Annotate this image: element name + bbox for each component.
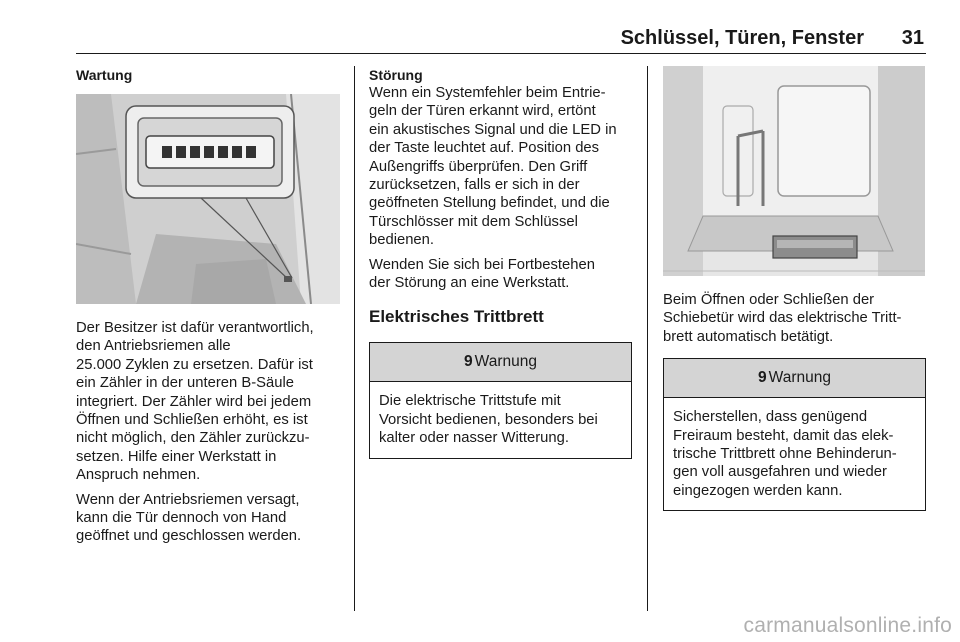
text-line: der Taste leuchtet auf. Position des (369, 140, 600, 157)
text-line: nicht möglich, den Zähler zurückzu- (76, 430, 310, 447)
column-divider-1 (354, 66, 355, 611)
text-line: der Störung an eine Werkstatt. (369, 275, 570, 292)
text-line: zurücksetzen, falls er sich in der (369, 177, 580, 194)
watermark: carmanualsonline.info (743, 614, 952, 637)
paragraph-owner-responsibility (76, 319, 342, 485)
column-malfunction (369, 66, 632, 459)
text-line: gen voll ausgefahren und wieder (673, 464, 887, 481)
text-line: 25.000 Zyklen zu ersetzen. Dafür ist (76, 356, 313, 373)
paragraph-automatic-step (663, 291, 926, 346)
step-illustration (663, 66, 925, 276)
paragraph-contact-workshop (369, 256, 632, 293)
text-line: Der Besitzer ist dafür verantwortlich, (76, 320, 314, 336)
heading-electric-step: Elektrisches Trittbrett (369, 307, 544, 327)
column-maintenance-text (76, 319, 342, 546)
text-line: Wenden Sie sich bei Fortbestehen (369, 256, 595, 273)
text-line: ein akustisches Signal und die LED in (369, 121, 617, 138)
text-line: Wenn ein Systemfehler beim Entrie- (369, 85, 606, 101)
text-line: kalter oder nasser Witterung. (379, 430, 569, 447)
text-line: den Antriebsriemen alle (76, 338, 231, 355)
text-line: Sicherstellen, dass genügend (673, 409, 868, 426)
text-line: setzen. Hilfe einer Werkstatt in (76, 448, 277, 465)
column-maintenance (76, 66, 342, 84)
text-line: integriert. Der Zähler wird bei jedem (76, 393, 312, 410)
counter-illustration (76, 94, 340, 304)
text-line: Freiraum besteht, damit das elek- (673, 427, 894, 444)
paragraph-belt-failure (76, 491, 342, 546)
warning-label: Warnung (768, 369, 831, 387)
page-number: 31 (901, 27, 924, 49)
figure-belt-counter (76, 94, 340, 304)
text-line: Vorsicht bedienen, besonders bei (379, 411, 598, 428)
warning-box-step-caution (369, 342, 632, 458)
warning-box-clearance (663, 358, 926, 511)
text-line: Die elektrische Trittstufe mit (379, 393, 561, 410)
heading-malfunction: Störung (369, 67, 423, 83)
text-line: Beim Öffnen oder Schließen der (663, 292, 875, 308)
warning-icon: 9 (464, 353, 473, 371)
warning-body (370, 382, 631, 457)
text-line: bedienen. (369, 232, 435, 249)
text-line: Türschlösser mit dem Schlüssel (369, 213, 578, 230)
text-line: Außengriffs überprüfen. Den Griff (369, 158, 588, 175)
header-rule (76, 53, 926, 54)
text-line: ein Zähler in der unteren B-Säule (76, 375, 294, 392)
text-line: kann die Tür dennoch von Hand (76, 510, 287, 527)
warning-header (664, 359, 925, 398)
text-line: brett automatisch betätigt. (663, 328, 834, 345)
text-line: trische Trittbrett ohne Behinderun- (673, 446, 897, 463)
text-line: Schiebetür wird das elektrische Tritt- (663, 310, 902, 327)
text-line: geöffnet und geschlossen werden. (76, 528, 302, 545)
text-line: Anspruch nehmen. (76, 467, 201, 484)
page-header (76, 22, 926, 54)
text-line: Wenn der Antriebsriemen versagt, (76, 491, 300, 508)
warning-header (370, 343, 631, 382)
heading-maintenance: Wartung (76, 67, 133, 83)
text-line: Öffnen und Schließen erhöht, es ist (76, 412, 308, 429)
warning-label: Warnung (474, 353, 537, 371)
text-line: geln der Türen erkannt wird, ertönt (369, 103, 596, 120)
figure-electric-step (663, 66, 925, 276)
column-divider-2 (647, 66, 648, 611)
text-line: eingezogen werden kann. (673, 482, 843, 499)
page-title: Schlüssel, Türen, Fenster (620, 27, 864, 49)
warning-body (664, 398, 925, 510)
text-line: geöffneten Stellung befindet, und die (369, 195, 610, 212)
column-electric-step (663, 291, 926, 511)
warning-icon: 9 (758, 369, 767, 387)
paragraph-system-error (369, 84, 632, 250)
